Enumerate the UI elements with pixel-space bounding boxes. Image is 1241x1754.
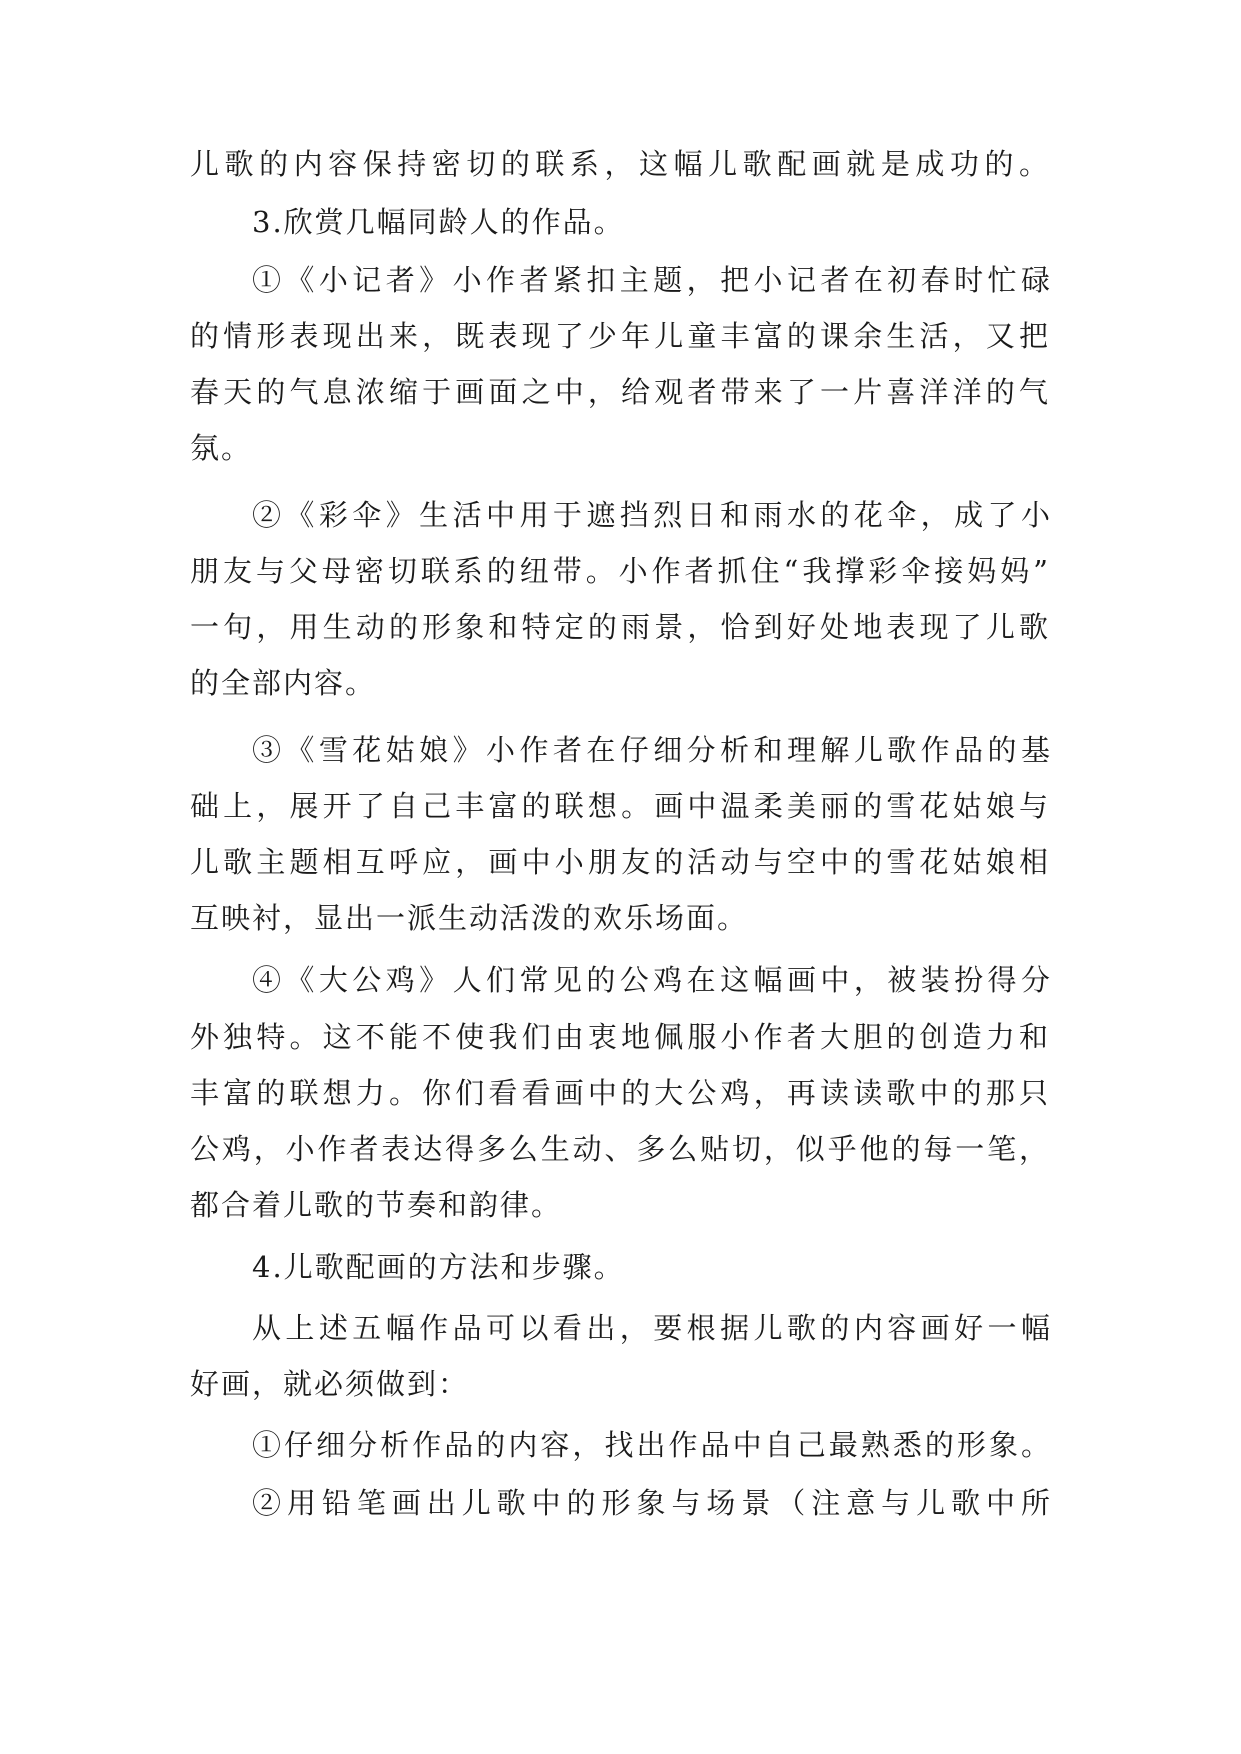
- text-line: 础上，展开了自己丰富的联想。画中温柔美丽的雪花姑娘与: [190, 789, 1050, 823]
- text-line: 的全部内容。: [190, 666, 377, 700]
- text-line: 好画，就必须做到：: [190, 1367, 470, 1401]
- text-line: 氛。: [190, 431, 253, 465]
- text-line: 春天的气息浓缩于画面之中，给观者带来了一片喜洋洋的气: [190, 375, 1050, 409]
- text-line: 儿歌主题相互呼应，画中小朋友的活动与空中的雪花姑娘相: [190, 845, 1050, 879]
- text-line: 公鸡，小作者表达得多么生动、多么贴切，似乎他的每一笔，: [190, 1132, 1050, 1166]
- text-line: ③《雪花姑娘》小作者在仔细分析和理解儿歌作品的基: [252, 733, 1052, 767]
- text-line: 都合着儿歌的节奏和韵律。: [190, 1188, 563, 1222]
- text-line: ①仔细分析作品的内容，找出作品中自己最熟悉的形象。: [252, 1428, 1052, 1462]
- text-line: ①《小记者》小作者紧扣主题，把小记者在初春时忙碌: [252, 263, 1052, 297]
- text-line: ④《大公鸡》人们常见的公鸡在这幅画中，被装扮得分: [252, 963, 1052, 997]
- section-heading: 4.儿歌配画的方法和步骤。: [252, 1250, 625, 1284]
- text-line: 从上述五幅作品可以看出，要根据儿歌的内容画好一幅: [252, 1311, 1052, 1345]
- text-line: ②用铅笔画出儿歌中的形象与场景（注意与儿歌中所: [252, 1486, 1052, 1520]
- text-line: 互映衬，显出一派生动活泼的欢乐场面。: [190, 901, 749, 935]
- text-line: ②《彩伞》生活中用于遮挡烈日和雨水的花伞，成了小: [252, 498, 1052, 532]
- section-heading: 3.欣赏几幅同龄人的作品。: [252, 205, 625, 239]
- text-line: 儿歌的内容保持密切的联系，这幅儿歌配画就是成功的。: [190, 147, 1050, 181]
- text-line: 外独特。这不能不使我们由衷地佩服小作者大胆的创造力和: [190, 1020, 1050, 1054]
- text-line: 朋友与父母密切联系的纽带。小作者抓住“我撑彩伞接妈妈”: [190, 554, 1050, 588]
- text-line: 一句，用生动的形象和特定的雨景，恰到好处地表现了儿歌: [190, 610, 1050, 644]
- text-line: 的情形表现出来，既表现了少年儿童丰富的课余生活，又把: [190, 319, 1050, 353]
- text-line: 丰富的联想力。你们看看画中的大公鸡，再读读歌中的那只: [190, 1076, 1050, 1110]
